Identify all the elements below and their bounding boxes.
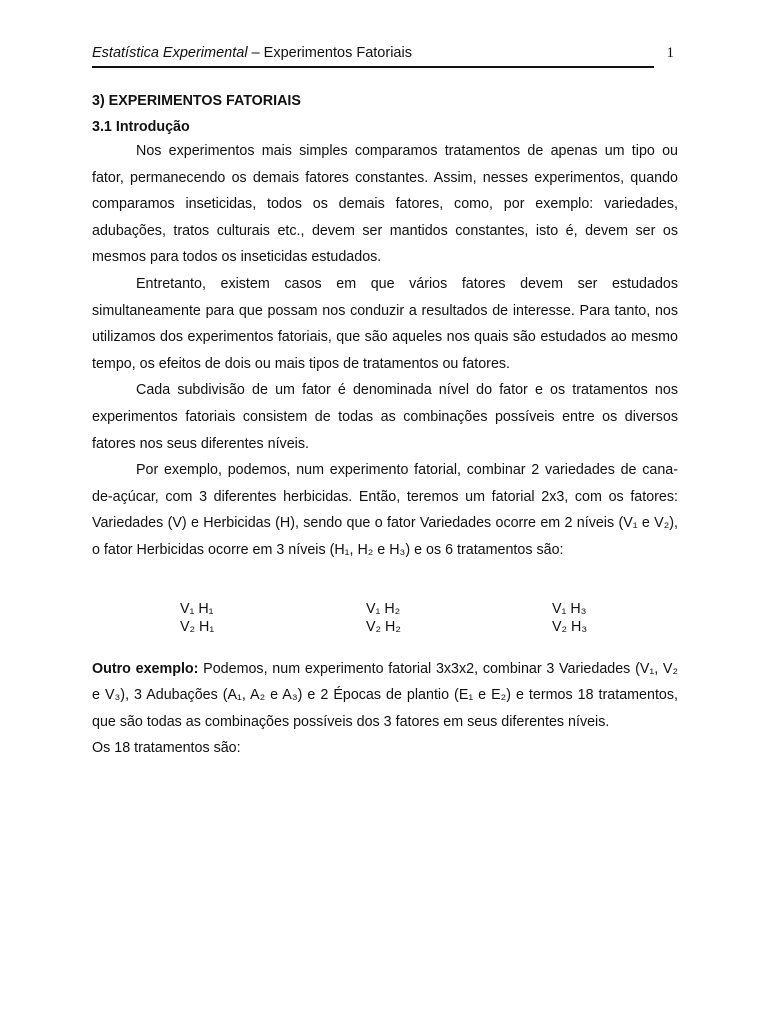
treatment-item: V₁ H₁ <box>180 600 214 617</box>
section-title: 3) EXPERIMENTOS FATORIAIS <box>92 93 301 109</box>
treatments-grid <box>180 600 678 636</box>
paragraph-3: Cada subdivisão de um fator é denominada nível do fator e os tratamentos nos experimentos fatoriais consistem de todas as combinações possíveis entre os diversos fatores nos seus diferentes níveis. <box>92 382 678 452</box>
page-header <box>92 44 674 68</box>
treatment-item: V₁ H₃ <box>552 600 587 617</box>
treatment-item: V₂ H₁ <box>180 618 215 635</box>
treatment-item: V₁ H₂ <box>366 600 401 617</box>
paragraph-2: Entretanto, existem casos em que vários fatores devem ser estudados simultaneamente para que possam nos conduzir a resultados de interesse. Para tanto, nos utilizamos dos experimentos fatoriais, que são aqueles nos quais são estudados ao mesmo tempo, os efeitos de dois ou mais tipos de tratamentos ou fatores. <box>92 275 678 372</box>
document-body <box>92 90 678 762</box>
header-title-rest: – Experimentos Fatoriais <box>247 45 412 61</box>
treatment-item: V₂ H₂ <box>366 618 401 635</box>
subsection-title: 3.1 Introdução <box>92 119 190 135</box>
outro-paragraph <box>92 656 678 736</box>
outro-text: Podemos, num experimento fatorial 3x3x2, combinar 3 Variedades (V₁, V₂ e V₃), 3 Adubações (A₁, A₂ e A₃) e 2 Épocas de plantio (E₁ e E₂) e termos 18 tratamentos, que são todas as combinações possíveis dos 3 fatores em seus diferentes níveis. <box>92 660 679 730</box>
closing-line: Os 18 tratamentos são: <box>92 740 241 757</box>
outro-label: Outro exemplo: <box>92 660 199 677</box>
header-title-italic: Estatística Experimental <box>92 45 248 61</box>
page-number: 1 <box>666 45 674 61</box>
paragraph-4: Por exemplo, podemos, num experimento fatorial, combinar 2 variedades de cana-de-açúcar, com 3 diferentes herbicidas. Então, teremos um fatorial 2x3, com os fatores: Variedades (V) e Herbicidas (H), sendo que o fator Variedades ocorre em 2 níveis (V₁ e V₂), o fator Herbicidas ocorre em 3 níveis (H₁, H₂ e H₃) e os 6 tratamentos são: <box>92 462 678 558</box>
paragraph-1: Nos experimentos mais simples comparamos tratamentos de apenas um tipo ou fator, permanecendo os demais fatores constantes. Assim, nesses experimentos, quando comparamos inseticidas, todos os demais fatores, como, por exemplo: variedades, adubações, tratos culturais etc., devem ser mantidos constantes, isto é, devem ser os mesmos para todos os inseticidas estudados. <box>92 143 678 266</box>
treatment-item: V₂ H₃ <box>552 618 588 635</box>
header-title <box>92 45 412 61</box>
